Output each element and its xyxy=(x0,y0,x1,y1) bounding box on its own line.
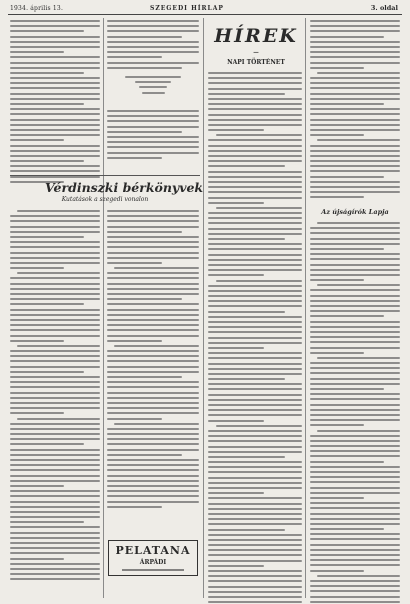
advertisement xyxy=(108,540,198,576)
article-text xyxy=(310,222,400,604)
section-title-hirek: HÍREK xyxy=(214,25,298,47)
article-title-vordinszki: Vérdinszki bérkönyvek xyxy=(45,180,204,195)
section-divider xyxy=(10,175,200,176)
page-header xyxy=(0,0,410,18)
article-subtitle-vordinszki: Kutatások a szegedi vonalon xyxy=(61,196,149,203)
column-rule xyxy=(203,18,204,598)
article-text xyxy=(310,20,400,202)
column-rule xyxy=(103,18,104,598)
article-text xyxy=(107,110,199,162)
ad-line: ÁRPÁDI xyxy=(139,559,167,566)
article-text xyxy=(10,210,100,584)
article-text xyxy=(107,210,199,511)
article-text xyxy=(107,20,199,72)
column-rule xyxy=(305,18,306,598)
issue-date: 1934. április 13. xyxy=(10,5,64,12)
page-number: 3. oldal xyxy=(370,4,398,12)
article-text xyxy=(208,72,302,604)
header-rule xyxy=(8,14,402,15)
hirek-subtitle: NAPI TÖRTÉNET xyxy=(227,59,285,66)
newspaper-name: SZEGEDI HÍRLAP xyxy=(150,5,224,12)
centered-notice xyxy=(107,76,199,97)
article-text xyxy=(10,20,100,186)
ad-headline: PELATANA xyxy=(115,544,191,557)
newspaper-page: 1934. április 13. SZEGEDI HÍRLAP 3. oldal Vérdinszki bérkönyvek Kutatások a szegedi vonalon PELATANA ÁRPÁDI HÍREK — NAPI TÖRTÉNET Az újságírók Lapja xyxy=(0,0,410,604)
article-title-ujsagirok: Az újságírók Lapja xyxy=(321,208,389,216)
